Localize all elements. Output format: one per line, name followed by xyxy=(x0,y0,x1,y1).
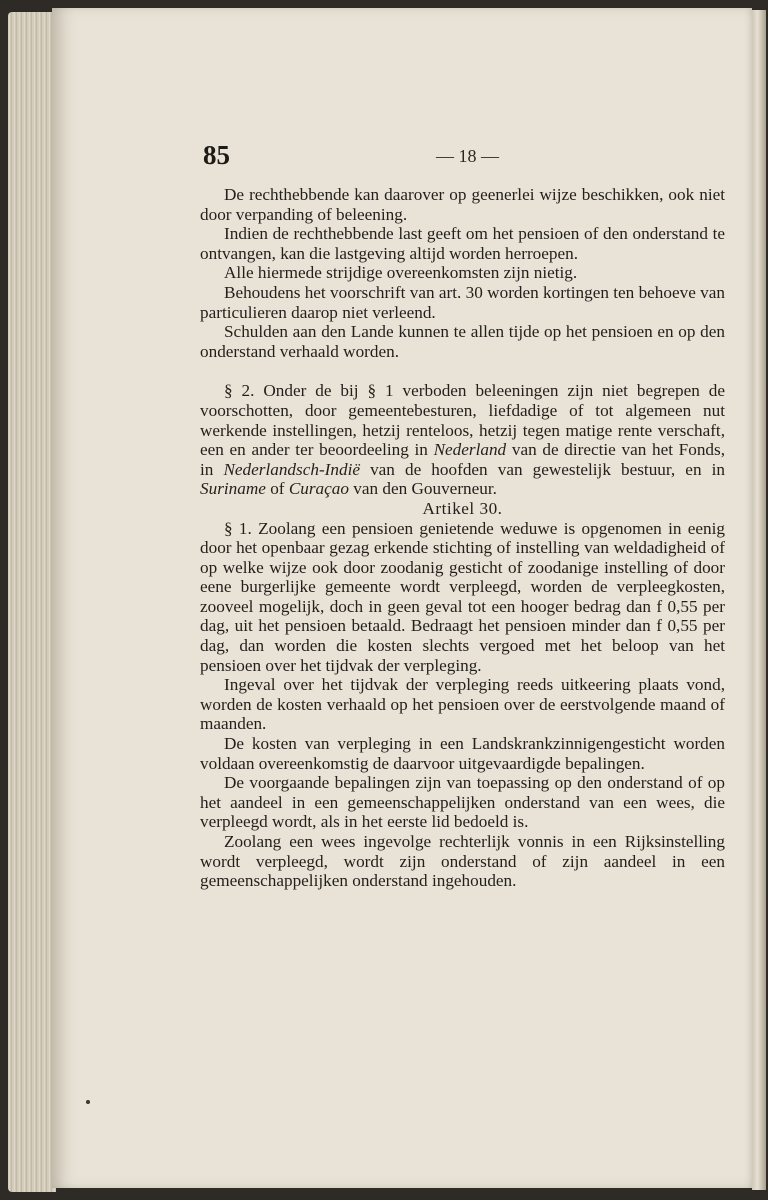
folio-number: 85 xyxy=(203,140,230,170)
article-paragraph: De voorgaande bepalingen zijn van toepassing op den onderstand of op het aandeel in een gemeenschappelijken onderstand van een wees, die verpleegd wordt, als in het eerste lid bedoeld is. xyxy=(200,773,725,832)
body-text xyxy=(200,185,725,891)
paragraph: Indien de rechthebbende last geeft om het pensioen of den onderstand te ontvangen, kan die lastgeving altijd worden herroepen. xyxy=(200,224,725,263)
text-run: § 2. Onder de bij § 1 verboden beleeningen zijn niet begrepen de voorschotten, door gemeentebesturen, liefdadige of tot algemeen nut werkende instellingen, hetzij renteloos, hetzij tegen matige rente verschaft, een en ander ter beoordeeling in xyxy=(200,381,725,460)
italic-place: Nederlandsch-Indië xyxy=(223,459,360,479)
italic-place: Curaçao xyxy=(288,479,349,499)
paragraph: Schulden aan den Lande kunnen te allen tijde op het pensioen en op den onderstand verhaald worden. xyxy=(200,322,725,361)
speck-mark xyxy=(86,1100,90,1104)
article-paragraph: Ingeval over het tijdvak der verpleging reeds uitkeering plaats vond, worden de kosten verhaald op het pensioen over de eerstvolgende maand of maanden. xyxy=(200,675,725,734)
book-right-edge xyxy=(752,10,766,1190)
section-2-paragraph xyxy=(200,381,725,499)
text-run: van den Gouverneur. xyxy=(348,479,497,499)
page-number: — 18 — xyxy=(436,146,499,166)
article-heading: Artikel 30. xyxy=(422,498,503,518)
paragraph: De rechthebbende kan daarover op geenerlei wijze beschikken, ook niet door verpanding of beleening. xyxy=(200,185,725,224)
article-paragraph: De kosten van verpleging in een Landskrankzinnigengesticht worden voldaan overeenkomstig de daarvoor uitgevaardigde bepalingen. xyxy=(200,734,725,773)
text-run: van de hoofden van gewestelijk bestuur, en in xyxy=(359,459,725,479)
italic-place: Suriname xyxy=(200,479,266,499)
text-run: of xyxy=(265,479,289,499)
text-run: van de directie van het Fonds, in xyxy=(200,440,725,479)
page-header xyxy=(203,140,723,180)
italic-place: Nederland xyxy=(433,440,507,460)
paragraph: Alle hiermede strijdige overeenkomsten zijn nietig. xyxy=(224,263,578,283)
paragraph: Behoudens het voorschrift van art. 30 worden kortingen ten behoeve van particulieren daarop niet verleend. xyxy=(200,282,725,322)
article-paragraph: Zoolang een wees ingevolge rechterlijk vonnis in een Rijksinstelling wordt verpleegd, wordt zijn onderstand of zijn aandeel in een gemeenschappelijken onderstand ingehouden. xyxy=(200,832,725,891)
article-paragraph: § 1. Zoolang een pensioen genietende weduwe is opgenomen in eenig door het openbaar gezag erkende stichting of instelling van weldadigheid of op welke wijze ook door zoodanig gesticht of zoodanige instelling of door eene burgerlijke gemeente wordt verpleegd, worden de verpleegkosten, zooveel mogelijk, doch in geen geval tot een hooger bedrag dan f 0,55 per dag, uit het pensioen betaald. Bedraagt het pensioen minder dan f 0,55 per dag, dan worden die kosten slechts vergoed met het beloop van het pensioen over het tijdvak der verpleging. xyxy=(200,518,725,675)
book-page-edges xyxy=(8,12,56,1192)
